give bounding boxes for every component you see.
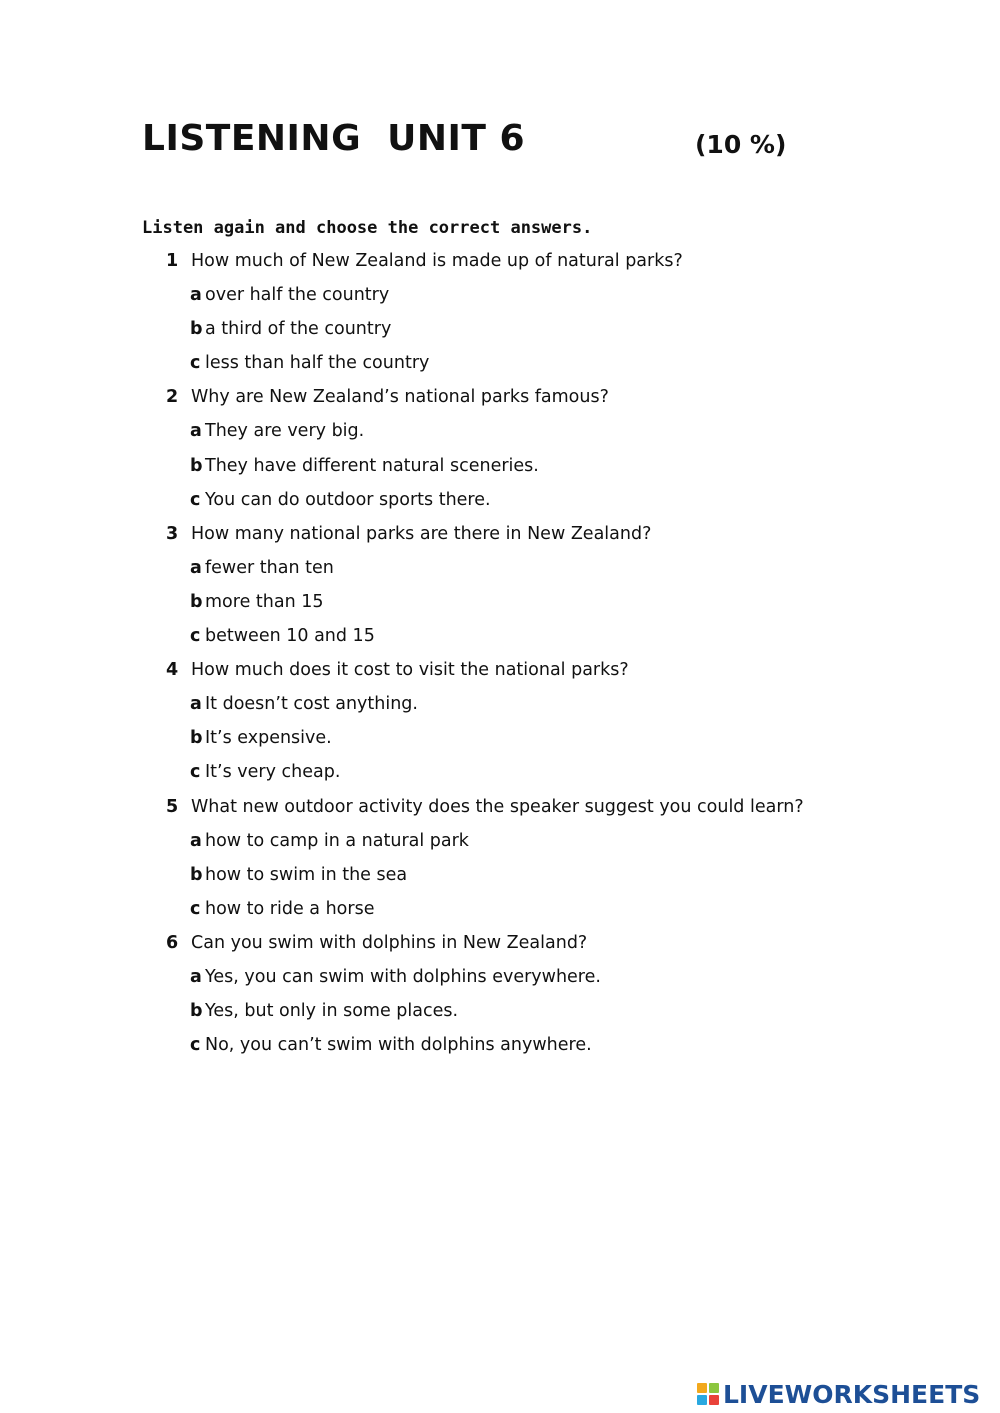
option-text: less than half the country (205, 353, 430, 374)
answer-option[interactable] (0, 587, 1000, 621)
option-letter: b (190, 728, 203, 749)
option-letter: a (190, 830, 202, 851)
score-weight: (10 %) (695, 130, 787, 159)
option-text: between 10 and 15 (205, 626, 375, 647)
answer-option[interactable] (0, 723, 1000, 757)
brand-name: LIVEWORKSHEETS (723, 1379, 981, 1409)
option-text: over half the country (205, 285, 390, 306)
answer-option[interactable] (0, 416, 1000, 450)
question-item (0, 246, 1000, 280)
option-letter: c (190, 353, 201, 374)
answer-option[interactable] (0, 1030, 1000, 1064)
option-letter: a (190, 694, 202, 715)
question-number: 6 (166, 932, 179, 953)
option-text: You can do outdoor sports there. (205, 489, 491, 510)
option-letter: c (190, 626, 201, 647)
answer-option[interactable] (0, 621, 1000, 655)
option-letter: c (190, 489, 201, 510)
option-letter: a (190, 557, 202, 578)
option-letter: b (190, 591, 203, 612)
question-text: What new outdoor activity does the speaker suggest you could learn? (191, 796, 804, 817)
option-text: It doesn’t cost anything. (205, 694, 418, 715)
option-text: more than 15 (205, 591, 324, 612)
option-text: a third of the country (205, 319, 392, 340)
option-letter: b (190, 864, 203, 885)
question-text: How many national parks are there in New Zealand? (191, 523, 652, 544)
answer-option[interactable] (0, 553, 1000, 587)
question-item (0, 792, 1000, 826)
option-letter: a (190, 285, 202, 306)
question-item (0, 928, 1000, 962)
liveworksheets-logo-icon (697, 1383, 719, 1405)
question-item (0, 519, 1000, 553)
question-text: How much does it cost to visit the national parks? (191, 660, 629, 681)
answer-option[interactable] (0, 894, 1000, 928)
option-text: how to swim in the sea (205, 864, 408, 885)
question-number: 2 (166, 387, 179, 408)
option-text: It’s expensive. (205, 728, 332, 749)
answer-option[interactable] (0, 314, 1000, 348)
answer-option[interactable] (0, 996, 1000, 1030)
question-number: 4 (166, 660, 179, 681)
question-number: 3 (166, 523, 179, 544)
option-text: It’s very cheap. (205, 762, 341, 783)
option-text: fewer than ten (205, 557, 334, 578)
question-text: Can you swim with dolphins in New Zealand? (191, 932, 588, 953)
option-letter: b (190, 1001, 203, 1022)
option-letter: c (190, 898, 201, 919)
option-letter: a (190, 421, 202, 442)
question-item (0, 655, 1000, 689)
question-number: 1 (166, 251, 179, 271)
question-text: How much of New Zealand is made up of natural parks? (191, 251, 683, 271)
option-text: They have different natural sceneries. (205, 455, 539, 476)
option-letter: c (190, 762, 201, 783)
answer-option[interactable] (0, 485, 1000, 519)
option-letter: b (190, 319, 203, 340)
question-number: 5 (166, 796, 179, 817)
question-item (0, 382, 1000, 416)
question-text: Why are New Zealand’s national parks famous? (191, 387, 609, 408)
answer-option[interactable] (0, 860, 1000, 894)
option-letter: b (190, 455, 203, 476)
answer-option[interactable] (0, 826, 1000, 860)
option-text: They are very big. (205, 421, 365, 442)
option-text: Yes, but only in some places. (205, 1001, 459, 1022)
option-text: No, you can’t swim with dolphins anywhere. (205, 1035, 592, 1056)
option-text: how to ride a horse (205, 898, 375, 919)
instructions: Listen again and choose the correct answers. (142, 218, 593, 238)
option-letter: a (190, 966, 202, 987)
option-text: Yes, you can swim with dolphins everywhere. (205, 966, 601, 987)
option-text: how to camp in a natural park (205, 830, 469, 851)
worksheet-title: LISTENING UNIT 6 (142, 118, 526, 159)
question-list (0, 246, 1000, 1064)
option-letter: c (190, 1035, 201, 1056)
answer-option[interactable] (0, 757, 1000, 791)
answer-option[interactable] (0, 451, 1000, 485)
answer-option[interactable] (0, 280, 1000, 314)
brand-watermark (697, 1378, 980, 1410)
answer-option[interactable] (0, 962, 1000, 996)
answer-option[interactable] (0, 689, 1000, 723)
answer-option[interactable] (0, 348, 1000, 382)
